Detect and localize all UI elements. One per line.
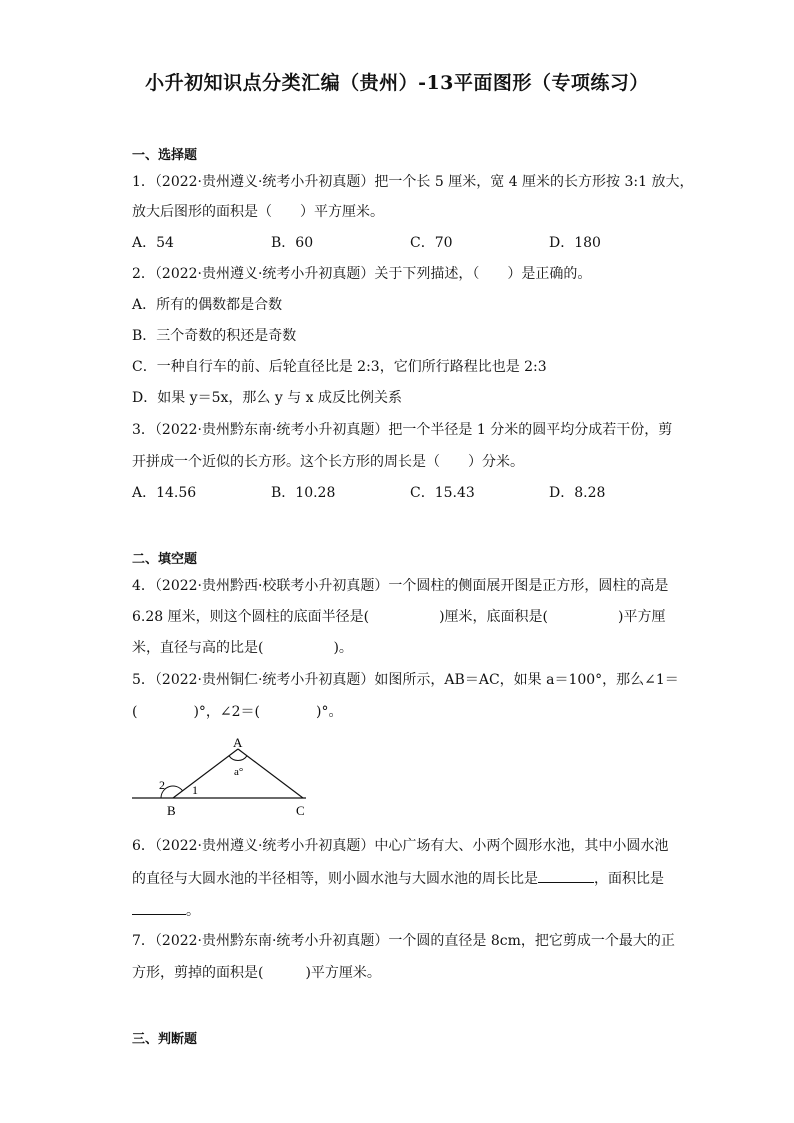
question-6-text-end: 。 <box>186 903 200 919</box>
question-7-line-1: 7．（2022·贵州黔东南·统考小升初真题）一个圆的直径是 8cm，把它剪成一个最大的正 <box>132 933 675 949</box>
question-2-line-1: 2．（2022·贵州遵义·统考小升初真题）关于下列描述，（ ）是正确的。 <box>132 266 592 282</box>
section-heading-judge: 三、判断题 <box>132 1032 198 1047</box>
label-angle-a: a° <box>234 766 244 778</box>
section-heading-fill: 二、填空题 <box>132 552 198 567</box>
question-5-line-2: ( )°，∠2＝( )°。 <box>132 704 343 720</box>
question-4-line-1: 4．（2022·贵州黔西·校联考小升初真题）一个圆柱的侧面展开图是正方形，圆柱的高是 <box>132 578 669 594</box>
question-3-option-c: C．15.43 <box>410 485 475 501</box>
question-4-line-2: 6.28 厘米，则这个圆柱的底面半径是( )厘米，底面积是( )平方厘 <box>132 609 666 625</box>
question-6-text-b: ，面积比是 <box>594 871 664 887</box>
question-3-option-a: A．14.56 <box>132 485 197 501</box>
triangle-figure <box>128 734 318 820</box>
page-title: 小升初知识点分类汇编（贵州）-13平面图形（专项练习） <box>145 72 649 94</box>
question-2-option-b: B．三个奇数的积还是奇数 <box>132 328 297 344</box>
question-3-option-b: B．10.28 <box>271 485 336 501</box>
question-1-option-a: A．54 <box>132 235 174 251</box>
answer-blank-2 <box>132 900 186 915</box>
answer-blank-1 <box>538 868 594 883</box>
question-3-line-1: 3．（2022·贵州黔东南·统考小升初真题）把一个半径是 1 分米的圆平均分成若干份，剪 <box>132 422 673 438</box>
side-ac <box>238 749 303 798</box>
question-1-line-2: 放大后图形的面积是（ ）平方厘米。 <box>132 204 384 220</box>
question-3-option-d: D．8.28 <box>549 485 606 501</box>
question-6-line-1: 6．（2022·贵州遵义·统考小升初真题）中心广场有大、小两个圆形水池，其中小圆水池 <box>132 838 669 854</box>
question-1-option-d: D．180 <box>549 235 601 251</box>
question-3-line-2: 开拼成一个近似的长方形。这个长方形的周长是（ ）分米。 <box>132 454 524 470</box>
question-1-line-1: 1．（2022·贵州遵义·统考小升初真题）把一个长 5 厘米，宽 4 厘米的长方形按 3:1 放大， <box>132 174 694 190</box>
question-2-option-c: C．一种自行车的前、后轮直径比是 2:3，它们所行路程比也是 2:3 <box>132 359 547 375</box>
question-2-option-d: D．如果 y＝5x，那么 y 与 x 成反比例关系 <box>132 390 402 406</box>
question-6-text-a: 的直径与大圆水池的半径相等，则小圆水池与大圆水池的周长比是 <box>132 871 538 887</box>
question-6-line-3 <box>132 900 200 921</box>
question-1-option-b: B．60 <box>271 235 314 251</box>
question-1-option-c: C．70 <box>410 235 453 251</box>
question-5-line-1: 5．（2022·贵州铜仁·统考小升初真题）如图所示，AB＝AC，如果 a＝100°，那么∠1＝ <box>132 672 679 688</box>
question-6-line-2 <box>132 868 664 889</box>
question-2-option-a: A．所有的偶数都是合数 <box>132 297 283 313</box>
label-a: A <box>233 735 243 750</box>
label-angle-1: 1 <box>192 783 198 797</box>
question-7-line-2: 方形，剪掉的面积是( )平方厘米。 <box>132 965 381 981</box>
section-heading-choice: 一、选择题 <box>132 148 198 163</box>
label-angle-2: 2 <box>159 778 165 792</box>
label-c: C <box>296 803 305 818</box>
angle-a-arc <box>229 756 247 761</box>
question-4-line-3: 米，直径与高的比是( )。 <box>132 640 353 656</box>
label-b: B <box>167 803 176 818</box>
